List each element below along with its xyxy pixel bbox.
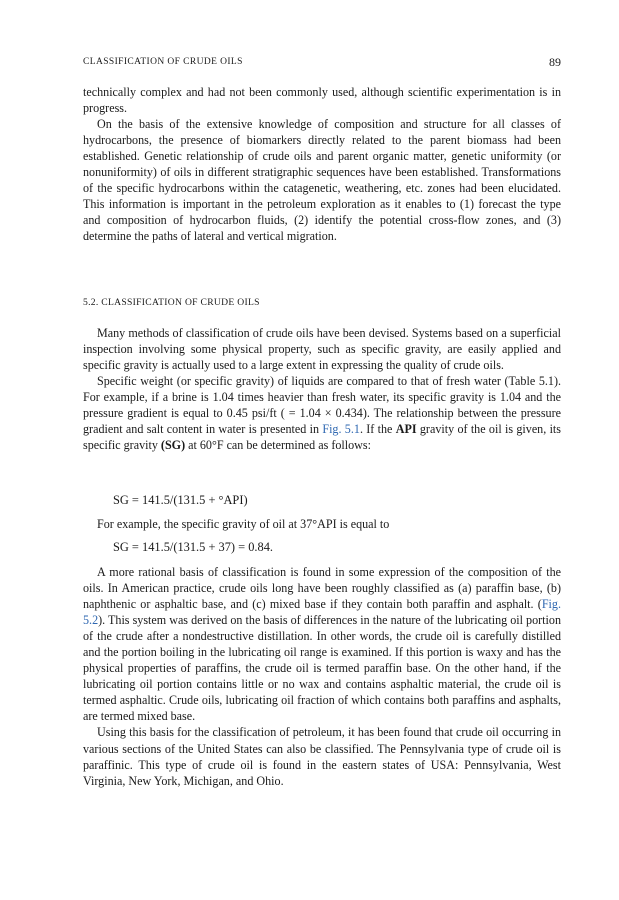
bold-term-sg: (SG)	[160, 438, 186, 453]
equation-sg-example: SG = 141.5/(131.5 + 37) = 0.84.	[113, 540, 274, 554]
figure-link-5-1[interactable]: Fig. 5.1	[322, 422, 360, 437]
classification-text	[83, 564, 561, 789]
section-text	[83, 325, 561, 453]
running-header	[83, 57, 561, 73]
text-span: gravity of the oil is given, its specific gravity	[83, 422, 561, 453]
paragraph-biomarkers: On the basis of the extensive knowledge of composition and structure for all classes of hydrocarbons, the presence of biomarkers directly related to the parent biomass had been established. Genetic relationship of crude oils and parent organic matter, genetic uniformity (or nonuniformity) of oils in different stratigraphic sequences have been established. Transformations of the specific hydrocarbons within the catagenetic, weathering, etc. zones had been elucidated. This information is important in the petroleum exploration as it enables to (1) forecast the type and composition of hydrocarbon fluids, (2) identify the potential cross-flow zones, and (3) determine the paths of lateral and vertical migration.	[83, 117, 561, 244]
paragraph-methods: Many methods of classification of crude oils have been devised. Systems based on a superficial inspection involving some physical property, such as specific gravity, are easily applied and specific gravity is actually used to a large extent in expressing the quality of crude oils.	[83, 326, 561, 373]
page-number: 89	[549, 55, 561, 69]
text-span: Specific weight (or specific gravity) of liquids are compared to that of fresh water (Table 5.1). For example, if a brine is 1.04 times heavier than fresh water, its specific gravity is 1.04 and the pressure gradient is equal to 0.45 psi/ft ( = 1.04 × 0.434). The relationship between the pressure gradient and salt content in water is presented in	[83, 374, 561, 437]
text-span: ). This system was derived on the basis of differences in the nature of the lubricating oil portion of the crude after a nondestructive distillation. In other words, the crude oil is carefully distilled and the portion boiling in the lubricating oil range is examined. If this portion is waxy and has the physical properties of paraffins, the crude oil is termed paraffin base. On the other hand, if the lubricating oil portion contains little or no wax and contains asphaltic material, the crude oil is termed asphaltic. Crude oils, lubricating oil fraction of which contains both paraffins and asphalts, are termed mixed base.	[83, 613, 561, 724]
section-heading: 5.2. CLASSIFICATION OF CRUDE OILS	[83, 297, 260, 308]
intro-text	[83, 84, 561, 244]
paragraph-us-crude: Using this basis for the classification of petroleum, it has been found that crude oil occurring in various sections of the United States can also be classified. The Pennsylvania type of crude oil is paraffinic. This type of crude oil is found in the eastern states of USA: Pennsylvania, West Virginia, New York, Michigan, and Ohio.	[83, 725, 561, 788]
running-title: CLASSIFICATION OF CRUDE OILS	[83, 57, 243, 67]
bold-term-api: API	[395, 422, 417, 437]
paragraph-specific-weight	[83, 373, 561, 453]
text-span: at 60°F can be determined as follows:	[185, 438, 371, 453]
text-span: . If the	[359, 422, 396, 437]
figure-link-5-2[interactable]: Fig. 5.2	[83, 597, 561, 628]
equation-sg-formula: SG = 141.5/(131.5 + °API)	[113, 493, 248, 507]
paragraph-continued: technically complex and had not been commonly used, although scientific experimentation is in progress.	[83, 85, 561, 116]
paragraph-rational-basis	[83, 564, 561, 724]
text-span: A more rational basis of classification is found in some expression of the composition of the oils. In American practice, crude oils long have been roughly classified as (a) paraffin base, (b) naphthenic or asphaltic base, and (c) mixed base if they contain both paraffin and asphalt. (	[83, 565, 561, 612]
example-line: For example, the specific gravity of oil at 37°API is equal to	[97, 517, 390, 531]
